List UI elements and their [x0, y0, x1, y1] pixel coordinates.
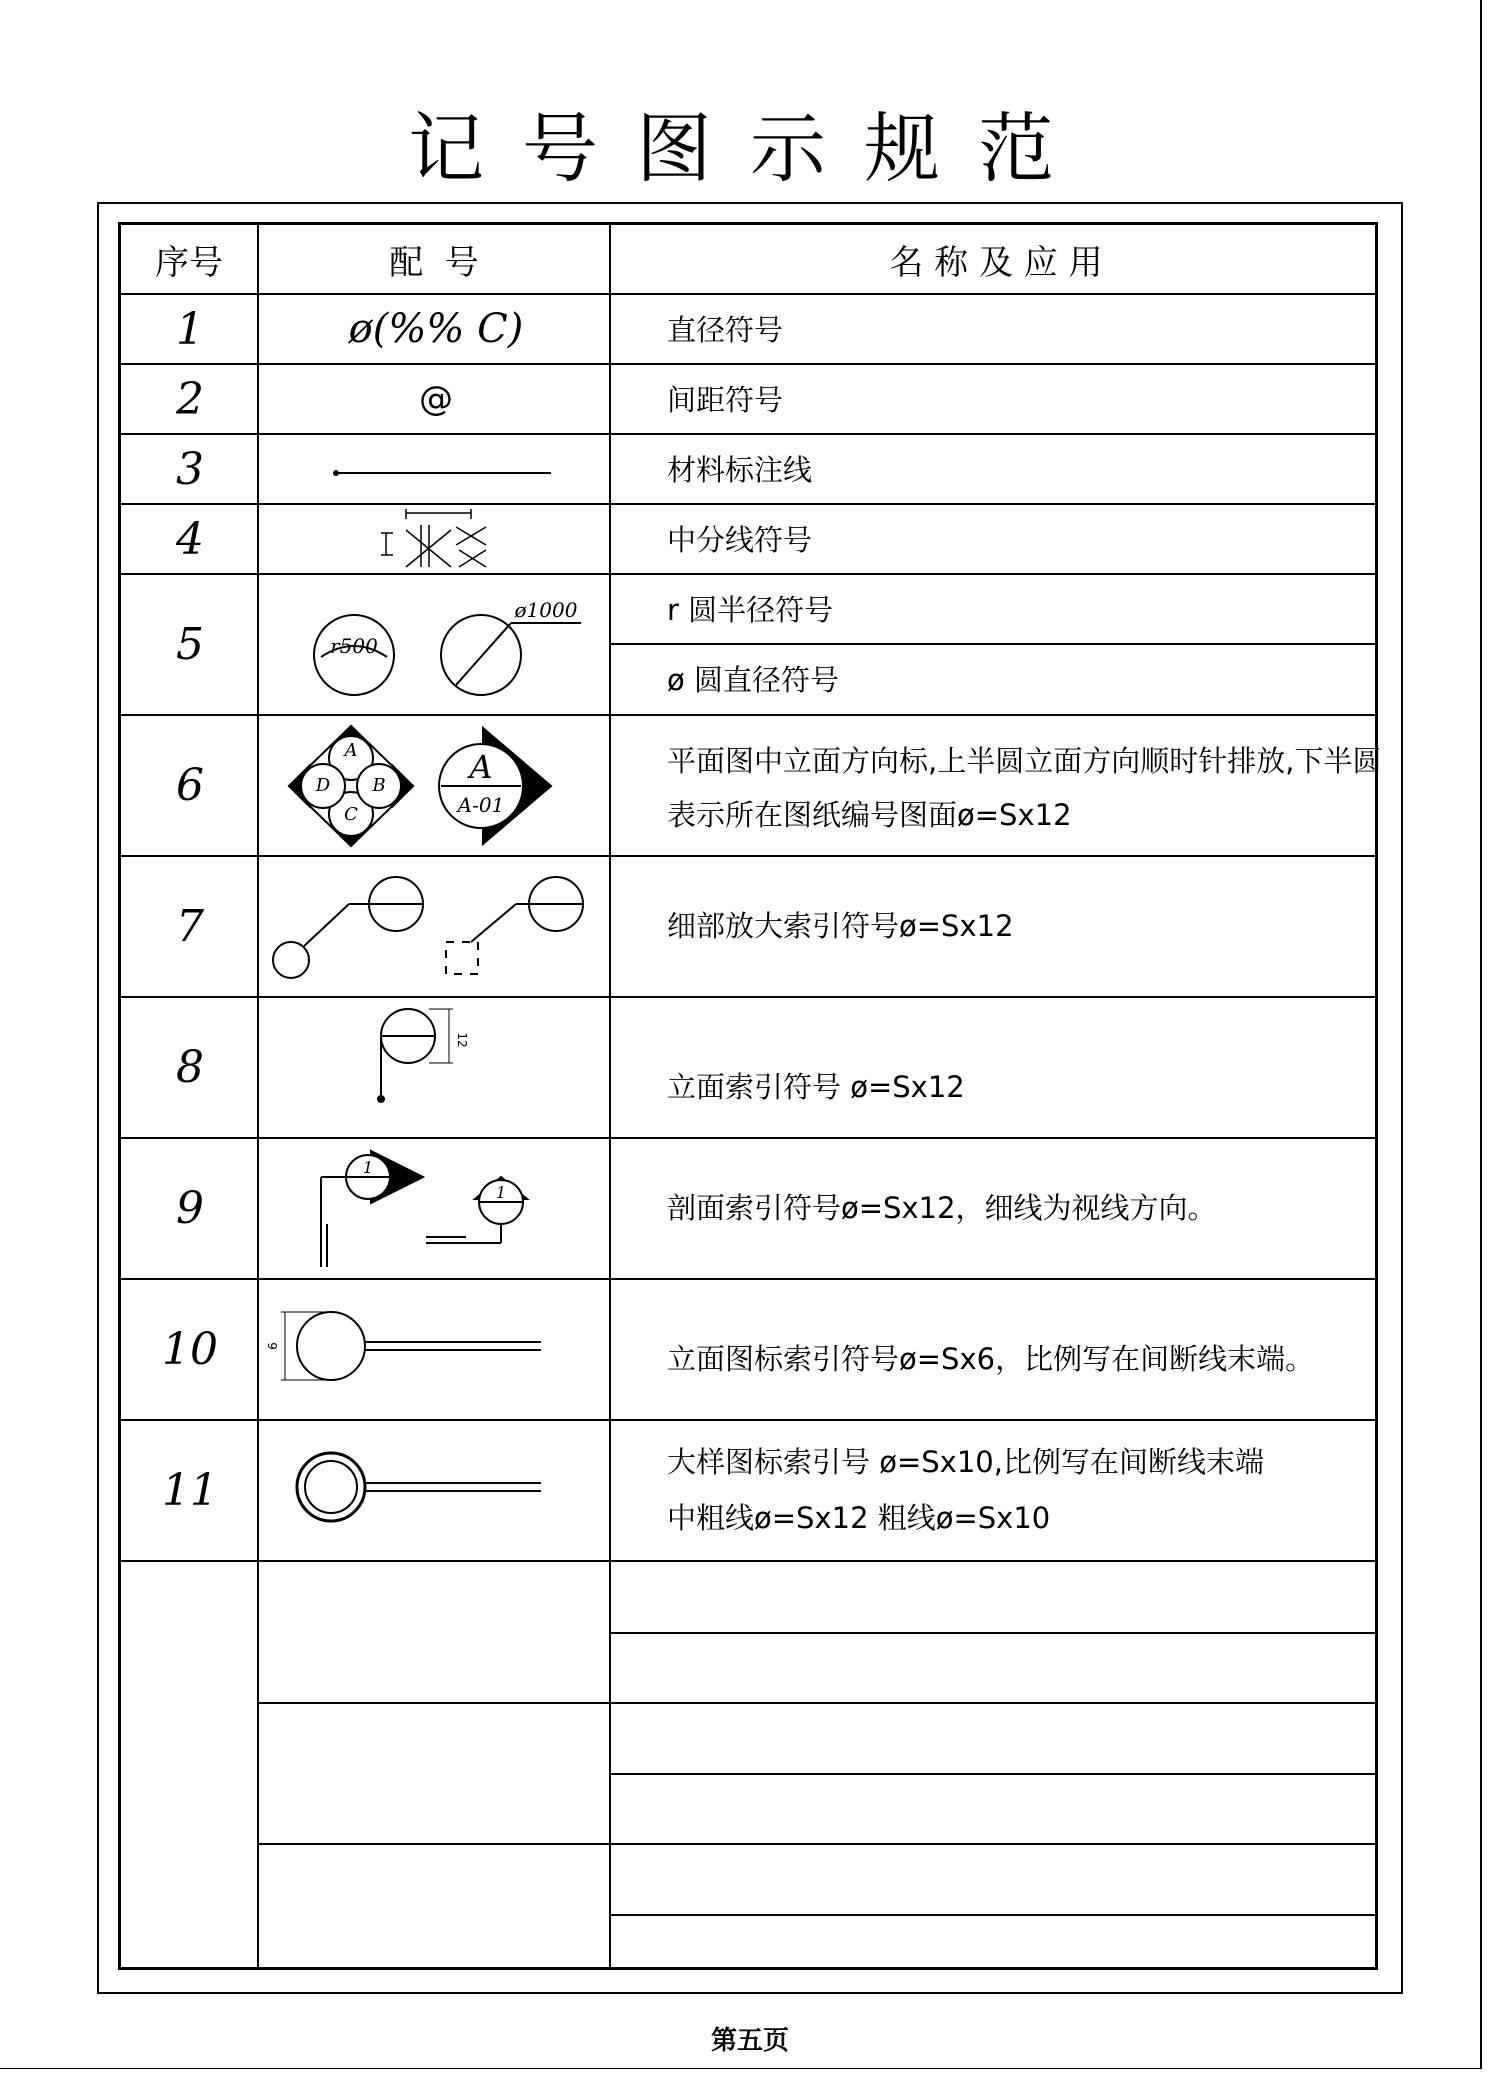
header-usage: 名 称 及 应 用	[889, 242, 1103, 283]
direction-label-d: D	[315, 775, 331, 796]
direction-label-b: B	[372, 775, 386, 796]
page-title: 记号图示规范	[408, 104, 1092, 193]
usage-text: 大样图标索引号 ø=Sx10,比例写在间断线末端	[667, 1445, 1264, 1479]
table-row	[121, 998, 1375, 1139]
empty-sub-divider	[611, 1773, 1375, 1775]
row-index: 2	[176, 373, 204, 425]
table-row	[121, 575, 1375, 716]
symbol-diameter-text: ø(%% C)	[348, 306, 524, 352]
table-row	[121, 716, 1382, 857]
usage-text: 直径符号	[667, 313, 784, 347]
section-label: 1	[495, 1183, 507, 1202]
sheet-number-label: A-01	[457, 793, 505, 817]
usage-text: 平面图中立面方向标,上半圆立面方向顺时针排放,下半圆	[667, 744, 1382, 778]
symbol-elevation-index	[261, 998, 611, 1137]
table-row	[121, 857, 1375, 998]
table-header	[121, 225, 1375, 295]
symbol-detail-legend	[261, 1421, 611, 1560]
table-row	[121, 365, 1375, 435]
elevation-label: A	[469, 748, 493, 786]
row-index: 8	[176, 1042, 204, 1093]
symbol-section-index	[261, 1139, 611, 1278]
row-index: 3	[176, 443, 204, 495]
usage-text: 立面索引符号 ø=Sx12	[667, 1070, 965, 1104]
usage-text: 中分线符号	[667, 523, 813, 557]
symbol-centerline	[261, 505, 611, 573]
row-index: 4	[176, 513, 204, 565]
usage-text: ø 圆直径符号	[667, 663, 839, 697]
table-row	[121, 295, 1375, 365]
usage-text: 间距符号	[667, 383, 784, 417]
symbol-radius-diameter	[261, 575, 611, 714]
direction-label-a: A	[344, 740, 358, 761]
header-symbol: 配 号	[389, 242, 479, 283]
empty-sub-divider	[611, 1914, 1375, 1916]
symbol-elevation-legend	[261, 1280, 611, 1419]
table-row	[121, 505, 1375, 575]
row-index: 6	[176, 760, 204, 811]
dimension-label: 6	[266, 1342, 280, 1350]
table-row	[121, 435, 1375, 505]
usage-text: 立面图标索引符号ø=Sx6，比例写在间断线末端。	[667, 1342, 1315, 1376]
row-index: 5	[176, 619, 204, 670]
symbol-detail-index	[261, 857, 611, 996]
diameter-label: ø1000	[514, 598, 578, 622]
empty-row-divider	[259, 1843, 1375, 1845]
symbol-elevation-direction	[261, 716, 611, 855]
symbol-spacing-text: @	[419, 379, 453, 419]
table-row	[121, 1421, 1375, 1562]
usage-text: 剖面索引符号ø=Sx12，细线为视线方向。	[667, 1191, 1217, 1225]
direction-label-c: C	[344, 804, 358, 825]
row-index: 9	[176, 1183, 204, 1234]
section-label: 1	[362, 1158, 374, 1177]
row-index: 7	[176, 901, 204, 952]
usage-text: 细部放大索引符号ø=Sx12	[667, 909, 1014, 943]
empty-row-divider	[259, 1702, 1375, 1704]
usage-text: 材料标注线	[667, 453, 813, 487]
row-index: 11	[162, 1465, 218, 1516]
symbol-table	[118, 222, 1382, 1970]
dimension-label: 12	[455, 1032, 469, 1048]
usage-text: 中粗线ø=Sx12 粗线ø=Sx10	[667, 1501, 1051, 1535]
usage-text: 表示所在图纸编号图面ø=Sx12	[667, 798, 1072, 832]
page-footer: 第五页	[710, 2026, 789, 2056]
usage-text: r 圆半径符号	[667, 593, 834, 627]
row-index: 10	[162, 1324, 218, 1375]
header-index: 序号	[155, 242, 223, 283]
row-index: 1	[176, 303, 204, 355]
radius-label: r500	[330, 634, 378, 658]
sub-divider	[611, 643, 1375, 645]
table-row	[121, 1139, 1375, 1280]
table-row	[121, 1280, 1375, 1421]
symbol-material-leader	[261, 435, 611, 503]
empty-sub-divider	[611, 1632, 1375, 1634]
